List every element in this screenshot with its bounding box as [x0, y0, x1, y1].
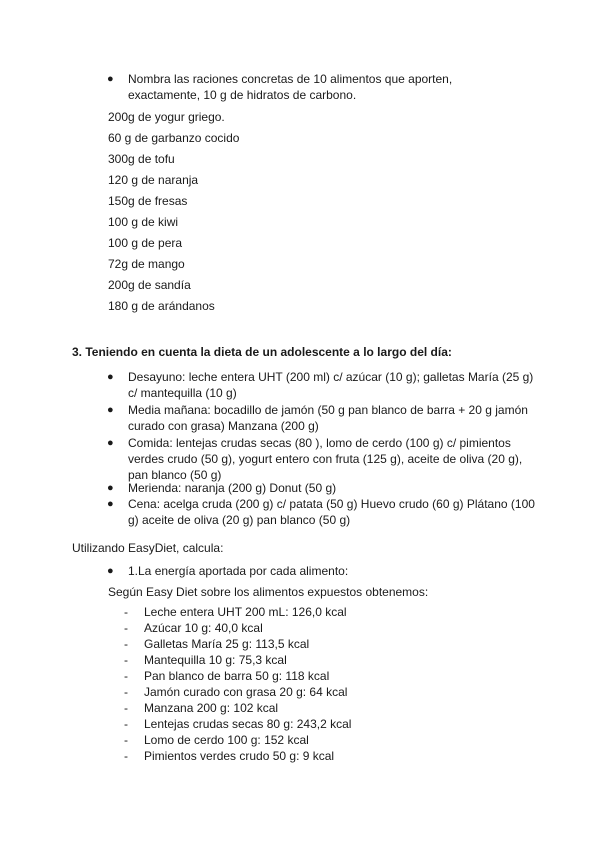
- dash-marker: -: [124, 605, 128, 619]
- energy-item: [124, 700, 278, 716]
- answer-line: 200g de sandía: [108, 278, 191, 292]
- meal-item: [107, 480, 537, 496]
- meal-item: [107, 435, 537, 483]
- energy-item-text: Manzana 200 g: 102 kcal: [144, 701, 279, 715]
- dash-marker: -: [124, 621, 128, 635]
- dash-marker: -: [124, 637, 128, 651]
- energy-item: [124, 652, 287, 668]
- energy-item-text: Galletas María 25 g: 113,5 kcal: [144, 637, 310, 651]
- dash-marker: -: [124, 749, 128, 763]
- dash-marker: -: [124, 701, 128, 715]
- section-heading: 3. Teniendo en cuenta la dieta de un adolescente a lo largo del día:: [72, 345, 452, 359]
- sub-bullet-text: 1.La energía aportada por cada alimento:: [128, 564, 349, 578]
- bullet-icon: ●: [107, 73, 114, 85]
- answer-line: 200g de yogur griego.: [108, 110, 225, 124]
- meal-item: [107, 369, 537, 401]
- bullet-icon: ●: [107, 498, 114, 510]
- meal-text: Desayuno: leche entera UHT (200 ml) c/ azúcar (10 g); galletas María (25 g) c/ mantequilla (10 g): [128, 370, 534, 400]
- answer-line: 60 g de garbanzo cocido: [108, 131, 240, 145]
- energy-item-text: Mantequilla 10 g: 75,3 kcal: [144, 653, 287, 667]
- dash-marker: -: [124, 653, 128, 667]
- energy-item: [124, 748, 334, 764]
- answer-line: 100 g de kiwi: [108, 215, 179, 229]
- answer-line: 120 g de naranja: [108, 173, 199, 187]
- energy-item: [124, 668, 329, 684]
- energy-item-text: Pimientos verdes crudo 50 g: 9 kcal: [144, 749, 335, 763]
- instruction-text: Utilizando EasyDiet, calcula:: [72, 541, 224, 555]
- energy-item: [124, 636, 309, 652]
- question-text: Nombra las raciones concretas de 10 alimentos que aporten, exactamente, 10 g de hidratos de carbono.: [128, 72, 453, 102]
- question-bullet: [107, 71, 507, 103]
- meal-text: Cena: acelga cruda (200 g) c/ patata (50 g) Huevo crudo (60 g) Plátano (100 g) aceite de oliva (20 g) pan blanco (50 g): [128, 497, 535, 527]
- meal-item: [107, 402, 537, 434]
- energy-item-text: Lentejas crudas secas 80 g: 243,2 kcal: [144, 717, 352, 731]
- bullet-icon: ●: [107, 565, 114, 577]
- energy-item-text: Pan blanco de barra 50 g: 118 kcal: [144, 669, 330, 683]
- energy-item: [124, 716, 351, 732]
- meal-text: Media mañana: bocadillo de jamón (50 g pan blanco de barra + 20 g jamón curado con grasa) Manzana (200 g): [128, 403, 528, 433]
- energy-item-text: Azúcar 10 g: 40,0 kcal: [144, 621, 263, 635]
- answer-line: 180 g de arándanos: [108, 299, 215, 313]
- meal-item: [107, 496, 537, 528]
- sub-bullet: [107, 563, 507, 579]
- energy-item-text: Jamón curado con grasa 20 g: 64 kcal: [144, 685, 348, 699]
- intro-text: Según Easy Diet sobre los alimentos expuestos obtenemos:: [108, 585, 429, 599]
- bullet-icon: ●: [107, 404, 114, 416]
- bullet-icon: ●: [107, 482, 114, 494]
- energy-item: [124, 732, 309, 748]
- answer-line: 150g de fresas: [108, 194, 188, 208]
- dash-marker: -: [124, 717, 128, 731]
- answer-line: 300g de tofu: [108, 152, 175, 166]
- dash-marker: -: [124, 733, 128, 747]
- energy-item: [124, 620, 263, 636]
- dash-marker: -: [124, 685, 128, 699]
- meal-text: Comida: lentejas crudas secas (80 ), lomo de cerdo (100 g) c/ pimientos verdes crudo (50 g), yogurt entero con fruta (125 g), aceite de oliva (20 g), pan blanco (50 g): [128, 436, 523, 482]
- answer-line: 72g de mango: [108, 257, 185, 271]
- meal-text: Merienda: naranja (200 g) Donut (50 g): [128, 481, 337, 495]
- energy-item: [124, 684, 347, 700]
- energy-item-text: Lomo de cerdo 100 g: 152 kcal: [144, 733, 309, 747]
- answer-line: 100 g de pera: [108, 236, 183, 250]
- energy-item: [124, 604, 347, 620]
- bullet-icon: ●: [107, 371, 114, 383]
- energy-item-text: Leche entera UHT 200 mL: 126,0 kcal: [144, 605, 347, 619]
- dash-marker: -: [124, 669, 128, 683]
- bullet-icon: ●: [107, 437, 114, 449]
